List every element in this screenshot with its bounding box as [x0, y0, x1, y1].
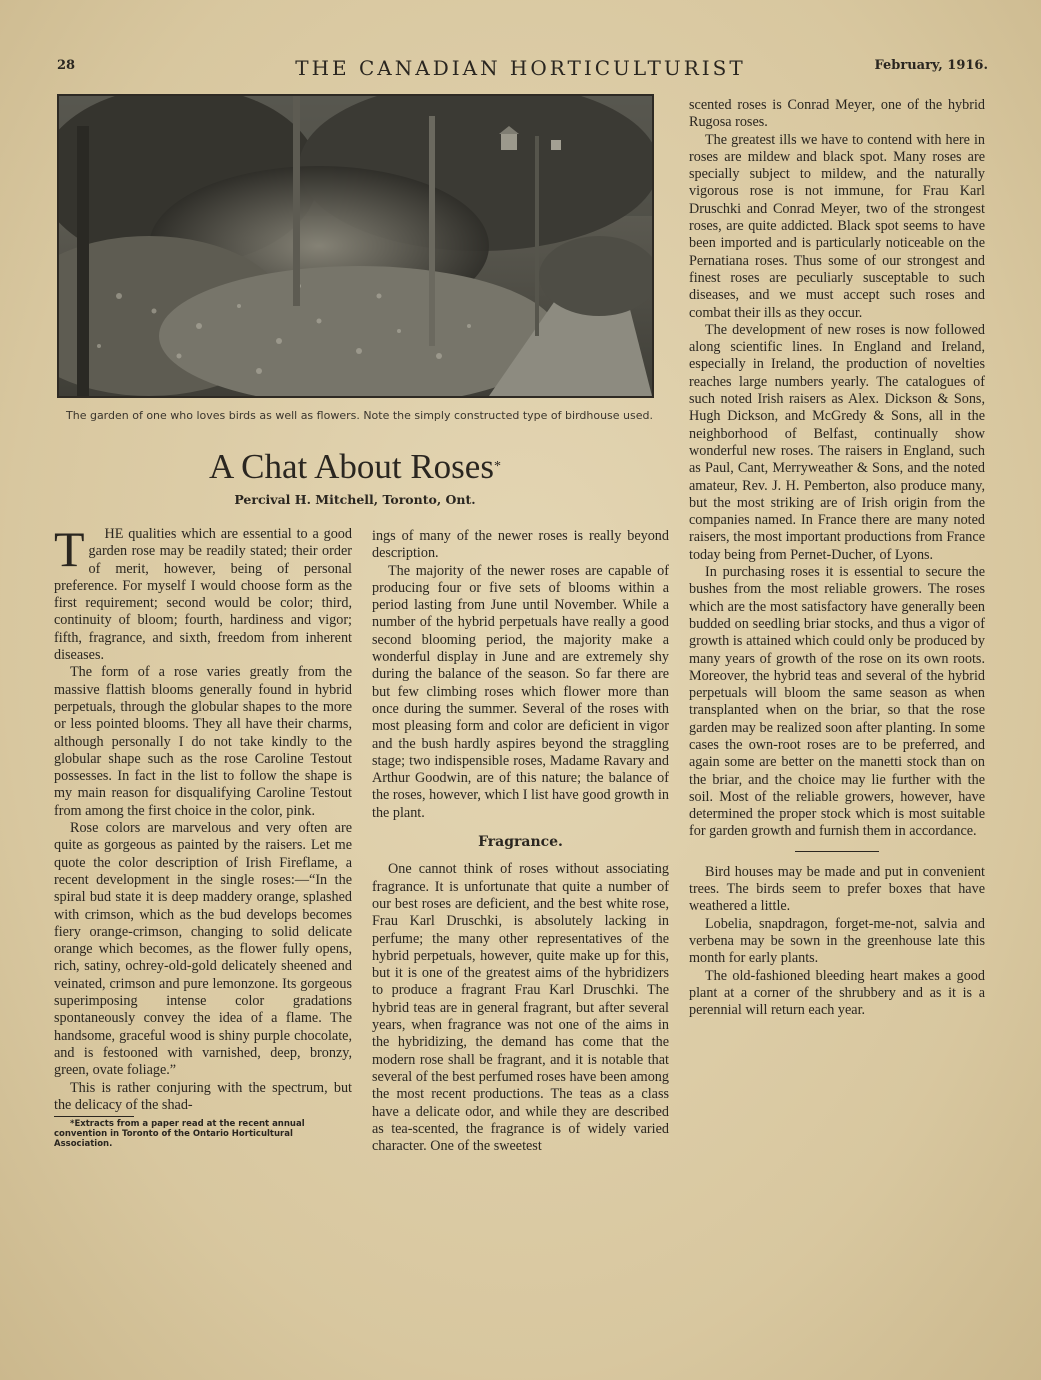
page-header: [0, 56, 1041, 82]
photo-caption: The garden of one who loves birds as well as flowers. Note the simply constructed type of birdhouse used.: [66, 409, 653, 422]
section-heading: Fragrance.: [478, 834, 563, 851]
paragraph: Rose colors are marvelous and very often are quite as gorgeous as painted by the raisers. Let me quote the color description of Irish Fireflame, a recent development in the single roses:—“In the spiral bud state it is deep maddery orange, splashed with crimson, which as the bud develops becomes fiery orange-crimson, changing to solid delicate orange which becomes, as the flower fully opens, rich, satiny, ochrey-old-gold delicately sheened and veinated, crimson and pure lemonzone. Its gorgeous superimposing intense color gradations spontaneously convey the idea of a flame. The handsome, graceful wood is shiny purple chocolate, and is festooned with varnished, deep, bronzy, green, ovate foliage.”: [54, 820, 352, 1079]
paragraph: Bird houses may be made and put in convenient trees. The birds seem to prefer boxes that have weathered a little.: [689, 863, 985, 915]
issue-date: February, 1916.: [874, 58, 988, 73]
section-divider: [795, 851, 879, 852]
paragraph: ings of many of the newer roses is really beyond description.: [372, 528, 669, 562]
paragraph: The greatest ills we have to contend with here in roses are mildew and black spot. Many roses are specially subject to mildew, and the naturally vigorous rose is not immune, for Frau Karl Druschki and Conrad Meyer, two of the strongest roses, are quite addicted. Black spot seems to have been imported and is particularly noticeable on the Pernatiana roses. Thus some of our strongest and finest roses are peculiarly susceptable to such diseases, and we must accept such roses and combat their ills as they occur.: [689, 131, 985, 321]
garden-photo: [57, 94, 654, 398]
article-byline: Percival H. Mitchell, Toronto, Ont.: [234, 492, 476, 507]
paragraph: In purchasing roses it is essential to secure the bushes from the most reliable growers. The roses which are the most satisfactory have generally been budded on seedling briar stocks, and thus a vigor of growth is attained which could only be produced by many years of growth of the rose on its own roots. Moreover, the hybrid teas and several of the hybrid perpetuals will bloom the same season as when transplanted when on the briar, so that the rose garden may be realized soon after planting. In some cases the own-root roses are to be preferred, and again some are better on the manetti stock than on the briar, and the choice may lie further with the soil. Most of the reliable growers, however, have determined the proper stock which is most suitable for garden growth and furnish them in accordance.: [689, 564, 985, 840]
column-3: [689, 97, 985, 1019]
paragraph: The majority of the newer roses are capable of producing four or five sets of blooms within a period lasting from June until November. While a number of the hybrid perpetuals have really a good second blooming period, the majority make a wonderful display in June and are extremely shy during the balance of the season. So far there are but few climbing roses which flower more than once during the summer. Several of the roses with most pleasing form and color are deficient in vigor and the bush hardly aspires beyond the straggling stage; two indispensible roses, Madame Ravary and Arthur Goodwin, are of this nature; the balance of the roses, however, which I list have good growth in the plant.: [372, 562, 669, 821]
footnote: *Extracts from a paper read at the recent annual convention in Toronto of the Ontario Horticultural Association.: [54, 1119, 305, 1150]
paragraph-text: HE qualities which are essential to a good garden rose may be readily stated; their order of merit, however, being of personal preference. For myself I would choose form as the first requirement; second would be color; third, continuity of bloom; fourth, hardiness and vigor; fifth, fragrance, and sixth, freedom from inherent diseases.: [54, 526, 352, 664]
page-number: 28: [57, 58, 76, 73]
paragraph: The old-fashioned bleeding heart makes a good plant at a corner of the shrubbery and as it is a perennial will return each year.: [689, 967, 985, 1019]
column-1: [54, 521, 352, 1150]
journal-title: THE CANADIAN HORTICULTURIST: [295, 56, 746, 80]
paragraph: One cannot think of roses without associating fragrance. It is unfortunate that quite a number of our best roses are deficient, and the best white rose, Frau Karl Druschki, is absolutely lacking in perfume; the many other representatives of the hybrid perpetuals, however, quite make up for this, but it is one of the greatest aims of the hybridizers to produce a fragrant Frau Karl Druschki. The hybrid teas are in general fragrant, but after several years, when fragrance was not one of the aims in the hybridizing, the demand has come that the modern rose shall be fragrant, and it is notable that several of the best perfumed roses have been among the most recent productions. The teas as a class have a delicate odor, and while they are described as tea-scented, the fragrance is of widely varied character. One of the sweetest: [372, 861, 669, 1155]
column-2: [372, 528, 669, 1155]
paragraph: Lobelia, snapdragon, forget-me-not, salvia and verbena may be sown in the greenhouse late this month for early plants.: [689, 915, 985, 967]
paragraph: [54, 521, 352, 664]
paragraph: The development of new roses is now followed along scientific lines. In England and Ireland, especially in Ireland, the production of novelties reaches large numbers yearly. The catalogues of such noted Irish raisers as Alex. Dickson & Sons, Hugh Dickson, and McGredy & Sons, all in the neighborhood of Belfast, continually show wonderful new roses. The raisers in England, such as Paul, Cant, Merryweather & Sons, and the noted amateur, Rev. J. H. Pemberton, also produce many, but the most striking are of Irish origin from the companies named. In France there are many noted raisers, the most important productions from France today being from Pernet-Ducher, of Lyons.: [689, 321, 985, 563]
article-title-text: A Chat About Roses: [209, 447, 494, 486]
paragraph: The form of a rose varies greatly from the massive flattish blooms generally found in hybrid perpetuals, through the globular shapes to the more or less pointed blooms. They all have their charms, although personally I do not take kindly to the globular shape such as the rose Caroline Testout possesses. In fact in the list to follow the shape is my main reason for disqualifying Caroline Testout from among the first choice in the color, pink.: [54, 664, 352, 819]
footnote-rule: [54, 1116, 134, 1117]
paragraph: scented roses is Conrad Meyer, one of the hybrid Rugosa roses.: [689, 97, 985, 131]
title-footnote-mark: *: [493, 459, 501, 474]
paragraph: This is rather conjuring with the spectrum, but the delicacy of the shad-: [54, 1079, 352, 1113]
article-title: [130, 446, 580, 488]
drop-cap: T: [54, 521, 85, 577]
